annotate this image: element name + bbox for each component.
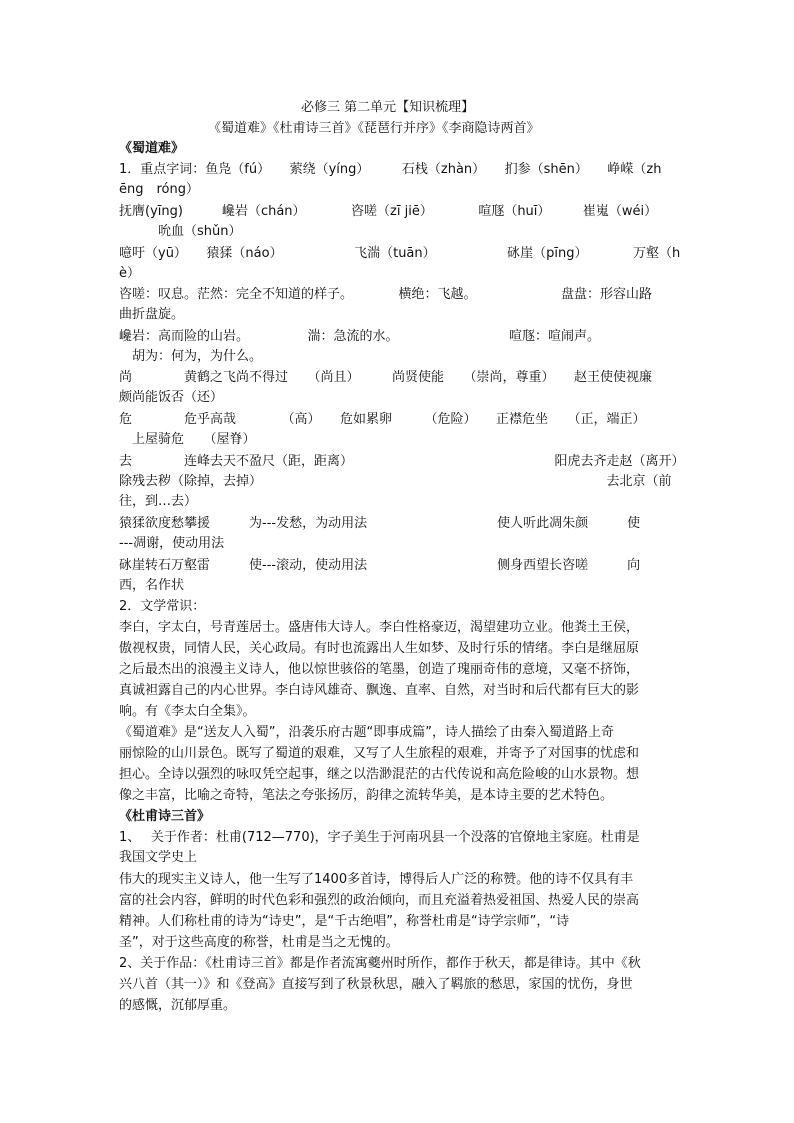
- dufu-works-line: 2、关于作品：《杜甫诗三首》都是作者流寓夔州时所作，都作于秋天，都是律诗。其中《秋: [119, 956, 641, 971]
- page-subtitle: 《蜀道难》《杜甫诗三首》《琵琶行并序》《李商隐诗两首》: [208, 121, 540, 136]
- vocab-line: ēng róng）: [119, 182, 199, 197]
- definition-line: 胡为：何为，为什么。: [119, 349, 263, 364]
- usage-line: 猿猱欲度愁攀援 为---发愁，为动用法 使人听此凋朱颜 使: [119, 516, 641, 531]
- li-bai-paragraph-line: 之后最杰出的浪漫主义诗人，他以惊世骇俗的笔墨，创造了瑰丽奇伟的意境，又毫不挤饰，: [119, 662, 640, 677]
- usage-line: 西，名作状: [119, 578, 185, 593]
- shudao-paragraph-line: 《蜀道难》是“送友人入蜀”，沿袭乐府古题“即事成篇”，诗人描绘了由秦入蜀道路上奇: [119, 725, 614, 740]
- polysemy-qu: 往，到…去）: [119, 494, 198, 509]
- polysemy-wei: 上屋骑危 （屋脊）: [119, 432, 256, 447]
- vocab-line: 抚膺(yīng) 巉岩（chán） 咨嗟（zī jiē） 喧豗（huī） 崔嵬（wéi）: [119, 204, 658, 219]
- shudao-paragraph-line: 担心。全诗以强烈的咏叹凭空起事，继之以浩渺混茫的古代传说和高危险峻的山水景物。想: [119, 767, 640, 782]
- section-heading-shudaonan: 《蜀道难》: [119, 141, 185, 156]
- li-bai-paragraph-line: 响。有《李太白全集》。: [119, 704, 256, 719]
- shudao-paragraph-line: 丽惊险的山川景色。既写了蜀道的艰难，又写了人生旅程的艰难，并寄予了对国事的忧虑和: [119, 746, 640, 761]
- dufu-works-line: 兴八首（其一）》和《登高》直接写到了秋景秋思，融入了羁旅的愁思，家国的忧伤，身世: [119, 977, 633, 992]
- dufu-paragraph-line: 精神。人们称杜甫的诗为“诗史”，是“千古绝唱”，称誉杜甫是“诗学宗师”，“诗: [119, 914, 570, 929]
- vocab-line: è）: [119, 266, 140, 281]
- polysemy-shang: 尚 黄鹤之飞尚不得过 （尚且） 尚贤使能 （崇尚，尊重） 赵王使使视廉: [119, 370, 653, 385]
- polysemy-wei: 危 危乎高哉 （高） 危如累卵 （危险） 正襟危坐 （正，端正）: [119, 412, 646, 427]
- vocab-line: 1．重点字词：鱼凫（fú） 萦绕（yíng） 石栈（zhàn） 扪参（shēn） 峥嵘（zh: [119, 162, 662, 177]
- shudao-paragraph-line: 像之丰富，比喻之奇特，笔法之夸张扬厉，韵律之流转华美，是本诗主要的艺术特色。: [119, 788, 614, 803]
- dufu-paragraph-line: 伟大的现实主义诗人，他一生写了1400多首诗，博得后人广泛的称赞。他的诗不仅具有丰: [119, 872, 634, 887]
- usage-line: ---凋谢，使动用法: [119, 536, 225, 551]
- polysemy-shang: 颇尚能饭否（还）: [119, 390, 224, 405]
- vocab-line: 噫吁（yū） 猿猱（náo） 飞湍（tuān） 砯崖（pīng） 万壑（h: [119, 246, 681, 261]
- dufu-author-line: 1、 关于作者：杜甫(712—770)，字子美生于河南巩县一个没落的官僚地主家庭。杜甫是: [119, 830, 640, 845]
- li-bai-paragraph-line: 李白，字太白，号青莲居士。盛唐伟大诗人。李白性格豪迈，渴望建功立业。他粪土王侯，: [119, 620, 640, 635]
- literature-title: 2．文学常识：: [119, 599, 206, 614]
- dufu-paragraph-line: 富的社会内容，鲜明的时代色彩和强烈的政治倾向，而且充溢着热爱祖国、热爱人民的崇高: [119, 893, 640, 908]
- polysemy-qu: 除残去秽（除掉，去掉） 去北京（前: [119, 474, 672, 489]
- dufu-works-line: 的感慨，沉郁厚重。: [119, 998, 237, 1013]
- polysemy-qu: 去 连峰去天不盈尺（距，距离） 阳虎去齐走赵（离开）: [119, 454, 685, 469]
- definition-line: 曲折盘旋。: [119, 307, 185, 322]
- definition-line: 咨嗟：叹息。茫然：完全不知道的样子。 横绝：飞越。 盘盘：形容山路: [119, 287, 653, 302]
- vocab-line: 吮血（shǔn）: [119, 224, 242, 239]
- section-heading-dufu: 《杜甫诗三首》: [119, 809, 211, 824]
- dufu-paragraph-line: 圣”，对于这些高度的称誉，杜甫是当之无愧的。: [119, 935, 399, 950]
- dufu-author-line: 我国文学史上: [119, 850, 198, 865]
- li-bai-paragraph-line: 傲视权贵，同情人民，关心政局。有时也流露出人生如梦、及时行乐的情绪。李白是继屈原: [119, 641, 640, 656]
- definition-line: 巉岩：高而险的山岩。 湍：急流的水。 喧豗：喧闹声。: [119, 329, 601, 344]
- li-bai-paragraph-line: 真诚袒露自己的内心世界。李白诗风雄奇、飘逸、直率、自然，对当时和后代都有巨大的影: [119, 683, 640, 698]
- page-title: 必修三 第二单元【知识梳理】: [301, 100, 475, 115]
- usage-line: 砯崖转石万壑雷 使---滚动，使动用法 侧身西望长咨嗟 向: [119, 558, 641, 573]
